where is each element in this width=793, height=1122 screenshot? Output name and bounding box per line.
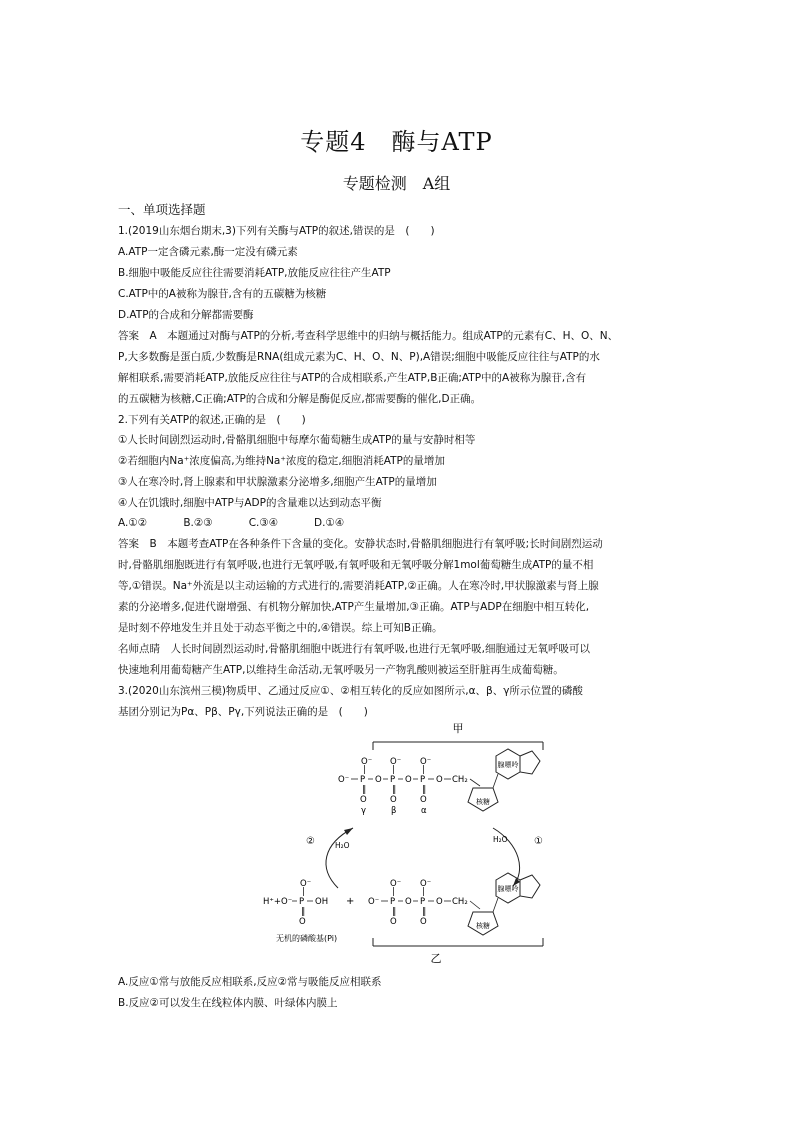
adenine-label: 腺嘌呤 [497,885,519,893]
q2-option-a: A.①② [118,517,148,529]
water-label-left: H₂O [335,841,350,850]
q2-answer-line: 答案 B 本题考查ATP在各种条件下含量的变化。安静状态时,骨骼肌细胞进行有氧呼吸;长时间剧烈运动 [118,538,603,550]
atp-o-left: O⁻ [338,775,350,785]
q1-answer-line: 的五碳糖为核糖,C正确;ATP的合成和分解是酶促反应,都需要酶的催化,D正确。 [118,393,482,405]
atp-double-bond: ‖ [422,785,427,795]
adp-o-bottom: O [390,917,397,927]
q2-answer-line: 时,骨骼肌细胞既进行有氧呼吸,也进行无氧呼吸,有氧呼吸和无氧呼吸分解1mol葡萄糖生成ATP的量不相 [118,559,594,571]
pi-caption: 无机的磷酸基(Pi) [276,934,338,943]
adp-ch2: CH₂ [452,897,468,907]
q2-statement-4: ④人在饥饿时,细胞中ATP与ADP的含量难以达到动态平衡 [118,497,382,509]
greek-beta: β [391,806,397,816]
bracket-bottom [373,938,543,946]
plus-sign: + [346,896,355,907]
adp-o-bottom: O [420,917,427,927]
q2-option-d: D.①④ [314,517,345,529]
atp-bond: | [363,765,366,775]
q1-answer-line: P,大多数酶是蛋白质,少数酶是RNA(组成元素为C、H、O、N、P),A错误;细胞中吸能反应往往与ATP的水 [118,351,600,363]
atp-double-bond: ‖ [362,785,367,795]
arrow-head [344,828,353,835]
q2-tip-line: 名师点睛 人长时间剧烈运动时,骨骼肌细胞中既进行有氧呼吸,也进行无氧呼吸,细胞通过无氧呼吸可以 [118,643,591,655]
adp-o-bridge: O [405,897,412,907]
q2-statement-2: ②若细胞内Na⁺浓度偏高,为维持Na⁺浓度的稳定,细胞消耗ATP的量增加 [118,455,445,467]
atp-p-gamma: P [360,775,366,785]
label-jia: 甲 [452,722,464,735]
q2-tip-line: 快速地利用葡萄糖产生ATP,以维持生命活动,无氧呼吸另一产物乳酸则被运至肝脏再生成葡萄糖。 [118,664,564,676]
pi-o-top: O⁻ [300,879,312,889]
label-yi: 乙 [430,952,442,965]
atp-bond: | [392,765,395,775]
q2-answer-line: 等,①错误。Na⁺外流是以主动运输的方式进行的,需要消耗ATP,②正确。人在寒冷时,甲状腺激素与肾上腺 [118,580,599,592]
atp-adp-diagram [258,716,558,968]
atp-molecule [338,757,468,816]
adenine-label: 腺嘌呤 [497,761,519,769]
arrow-reaction-2 [326,828,353,888]
q2-statement-1: ①人长时间剧烈运动时,骨骼肌细胞中每摩尔葡萄糖生成ATP的量与安静时相等 [118,434,476,446]
adenine-ring-2 [520,875,540,898]
adp-o-left: O⁻ [368,897,380,907]
adp-molecule [368,879,468,927]
pi-o-bottom: O [299,917,306,927]
q3-stem-line: 基团分别记为Pα、Pβ、Pγ,下列说法正确的是 ( ) [118,706,368,718]
adp-bond: | [392,887,395,897]
q2-answer-line: 是时刻不停地发生并且处于动态平衡之中的,④错误。综上可知B正确。 [118,622,443,634]
reaction-1-label: ① [534,836,543,847]
atp-o-ester: O [436,775,443,785]
bracket-top [373,742,543,750]
greek-gamma: γ [361,806,367,816]
atp-bond: | [422,765,425,775]
adp-double-bond: ‖ [422,907,427,917]
pi-formula-left: H⁺+O⁻ [263,897,293,907]
atp-o-bottom: O [390,795,397,805]
q3-option-b: B.反应②可以发生在线粒体内膜、叶绿体内膜上 [118,997,338,1009]
pi-p: P [299,897,305,907]
q1-option-a: A.ATP一定含磷元素,酶一定没有磷元素 [118,246,298,258]
water-label-right: H₂O [493,835,508,844]
pi-formula-right: OH [315,897,329,907]
q2-statement-3: ③人在寒冷时,肾上腺素和甲状腺激素分泌增多,细胞产生ATP的量增加 [118,476,437,488]
q1-option-b: B.细胞中吸能反应往往需要消耗ATP,放能反应往往产生ATP [118,267,391,279]
adp-bond: | [422,887,425,897]
q2-options [118,516,678,530]
ribose-label: 核糖 [476,798,490,806]
page-title: 专题4 酶与ATP [300,128,493,156]
q2-stem: 2.下列有关ATP的叙述,正确的是 ( ) [118,414,306,426]
atp-p-alpha: P [420,775,426,785]
q3-option-a: A.反应①常与放能反应相联系,反应②常与吸能反应相联系 [118,976,382,988]
adp-double-bond: ‖ [392,907,397,917]
q3-stem-line: 3.(2020山东滨州三模)物质甲、乙通过反应①、②相互转化的反应如图所示,α、β、γ所示位置的磷酸 [118,685,583,697]
q2-option-b: B.②③ [183,517,213,529]
pi-double-bond: ‖ [301,907,306,917]
atp-o-top-gamma: O⁻ [361,757,373,767]
q1-stem: 1.(2019山东烟台期末,3)下列有关酶与ATP的叙述,错误的是 ( ) [118,225,435,237]
reaction-2-label: ② [306,836,315,847]
adp-o-top: O⁻ [390,879,402,889]
ribose-label: 核糖 [476,922,490,930]
page-subtitle: 专题检测 A组 [342,174,451,193]
section-heading: 一、单项选择题 [118,202,206,217]
greek-alpha: α [421,806,427,816]
atp-ch2: CH₂ [452,775,468,785]
atp-o-bridge: O [375,775,382,785]
atp-o-top-alpha: O⁻ [420,757,432,767]
atp-o-bridge: O [405,775,412,785]
q2-option-c: C.③④ [248,517,279,529]
adp-o-ester: O [436,897,443,907]
q1-option-d: D.ATP的合成和分解都需要酶 [118,309,254,321]
adp-p-alpha: P [420,897,426,907]
adp-o-top: O⁻ [420,879,432,889]
adp-p-beta: P [390,897,396,907]
q1-answer-line: 解相联系,需要消耗ATP,放能反应往往与ATP的合成相联系,产生ATP,B正确;ATP中的A被称为腺苷,含有 [118,372,587,384]
inorganic-phosphate [263,879,328,927]
q1-option-c: C.ATP中的A被称为腺苷,含有的五碳糖为核糖 [118,288,327,300]
adenine-ring-2 [520,751,540,774]
atp-double-bond: ‖ [392,785,397,795]
atp-p-beta: P [390,775,396,785]
pi-bond: | [302,887,305,897]
q2-answer-line: 素的分泌增多,促进代谢增强、有机物分解加快,ATP产生量增加,③正确。ATP与ADP在细胞中相互转化, [118,601,590,613]
atp-o-bottom: O [420,795,427,805]
atp-o-top-beta: O⁻ [390,757,402,767]
atp-o-bottom: O [360,795,367,805]
q1-answer-line: 答案 A 本题通过对酶与ATP的分析,考查科学思维中的归纳与概括能力。组成ATP的元素有C、H、O、N、 [118,330,619,342]
